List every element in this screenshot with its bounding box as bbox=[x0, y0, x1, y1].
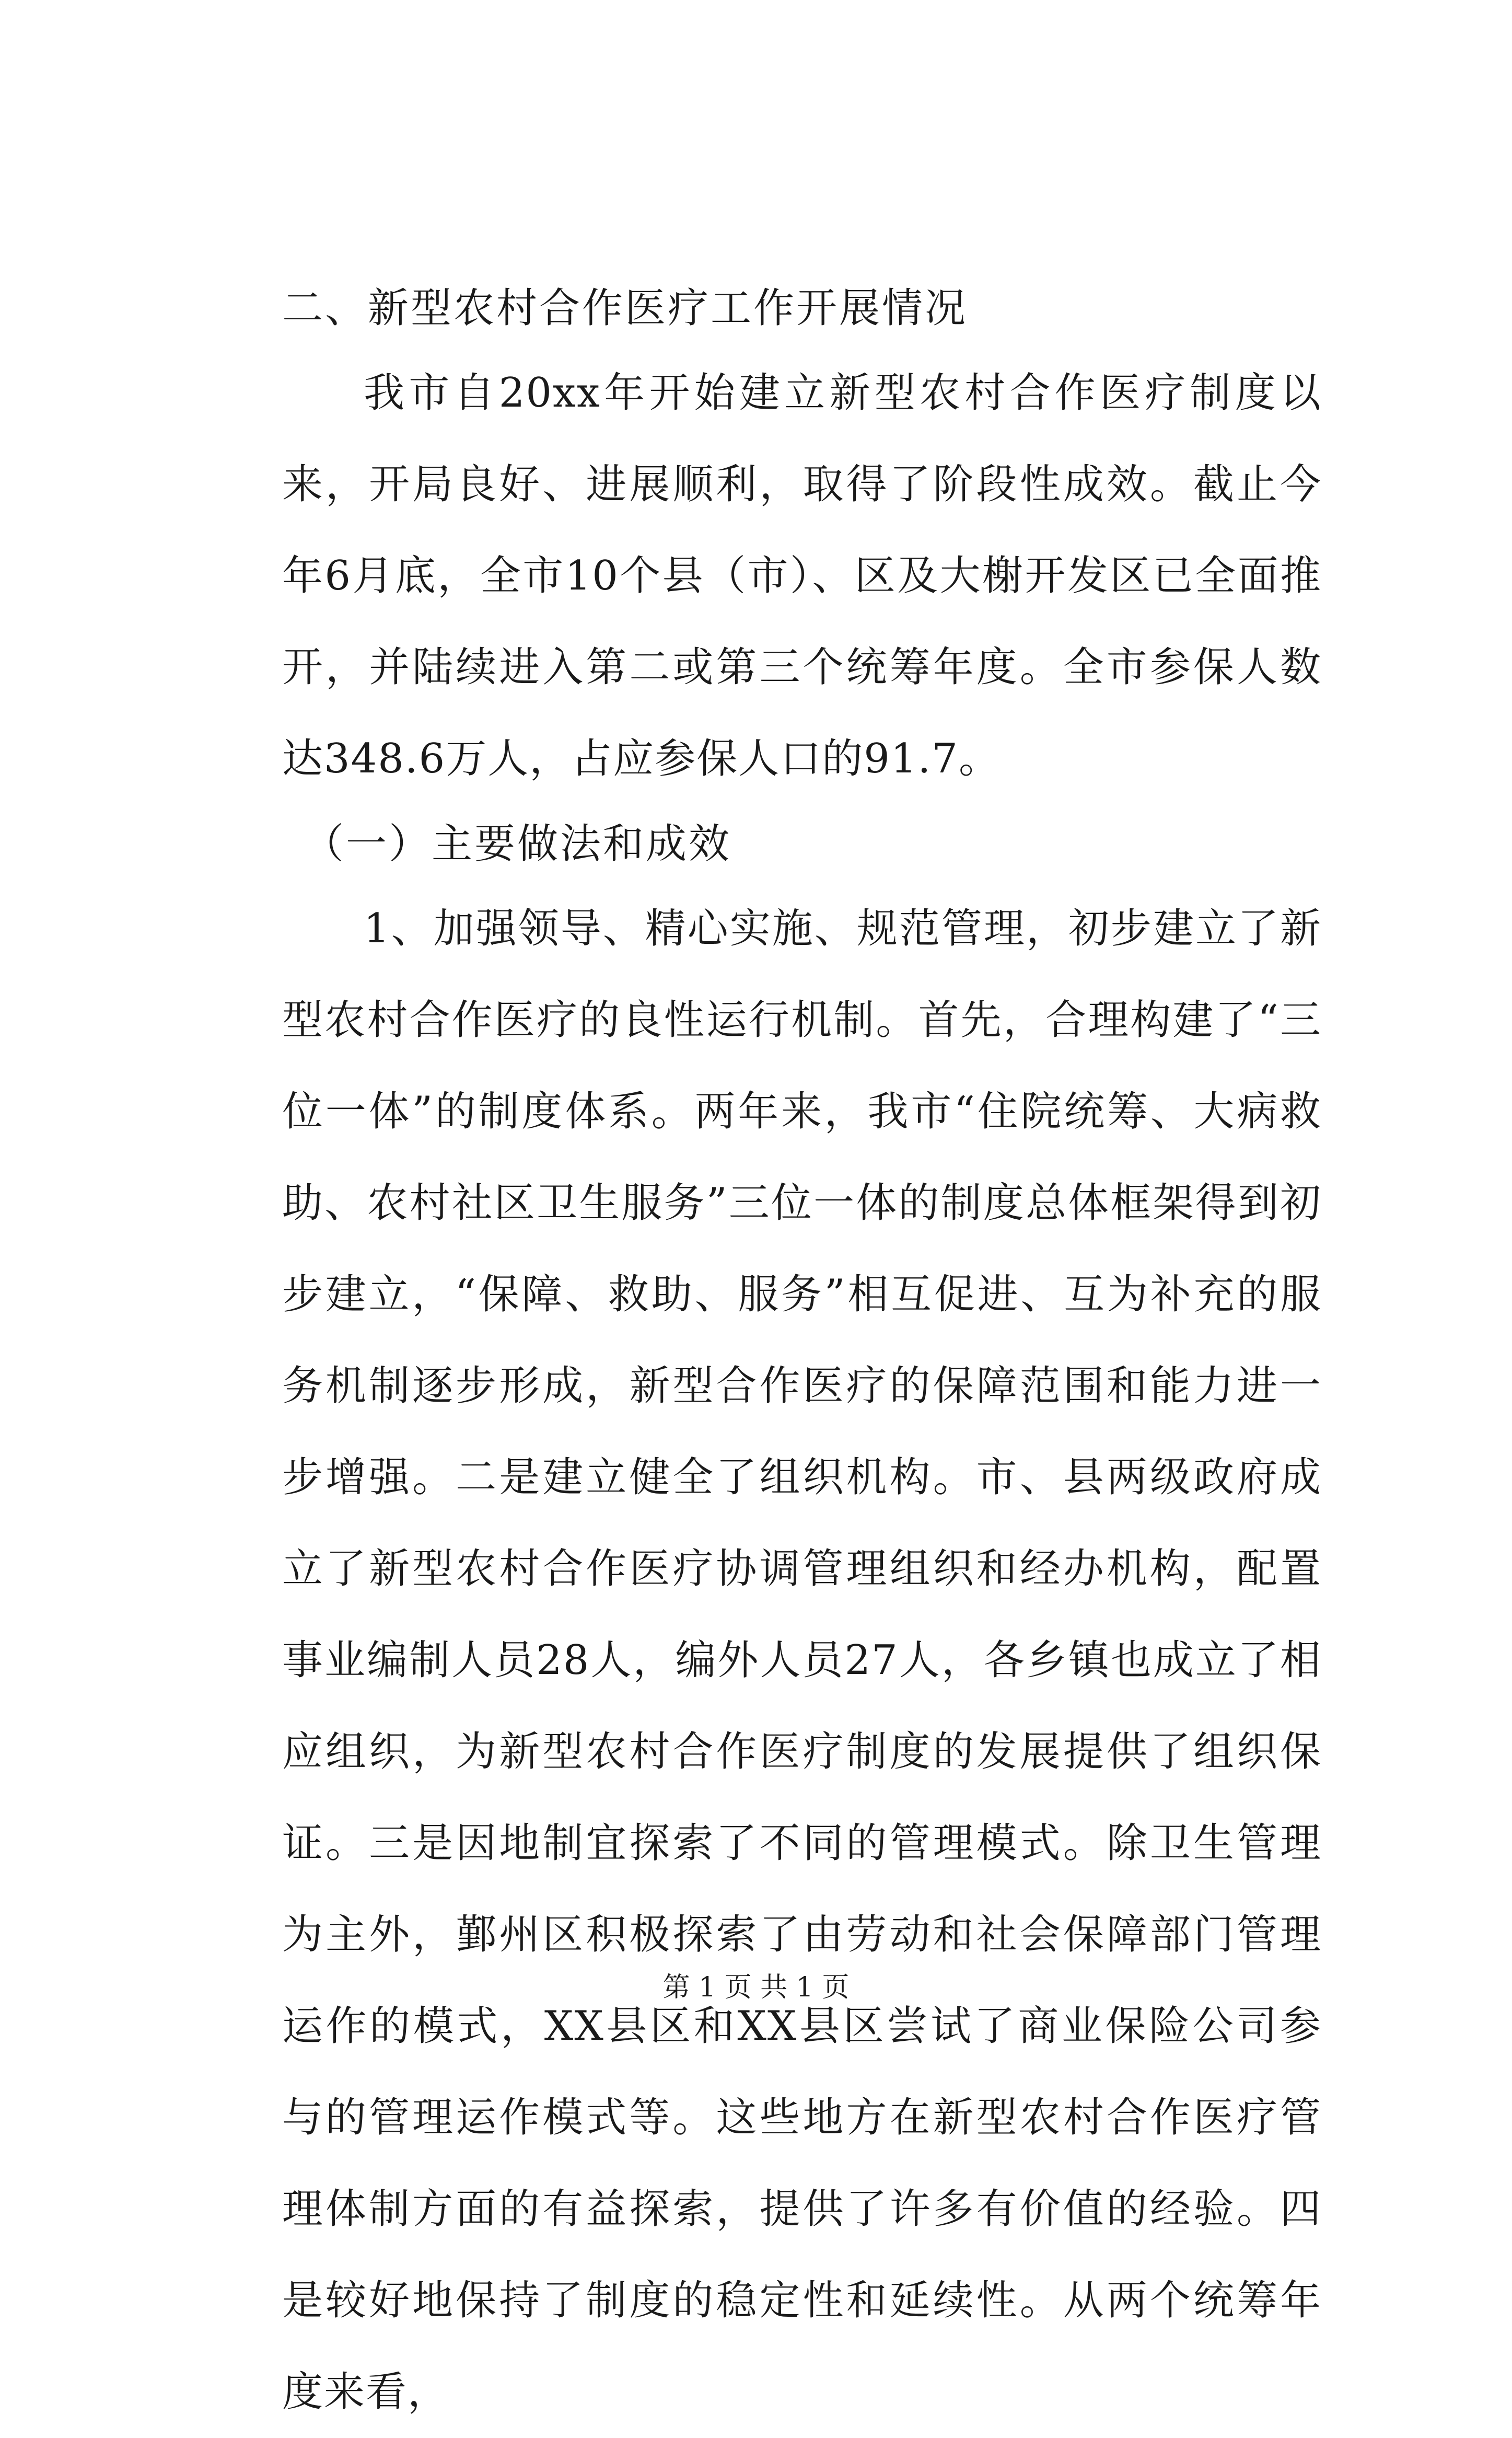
body-paragraph: 1、加强领导、精心实施、规范管理，初步建立了新型农村合作医疗的良性运行机制。首先，合理构建了“三位一体”的制度体系。两年来，我市“住院统筹、大病救助、农村社区卫生服务”三位一体的制度总体框架得到初步建立，“保障、救助、服务”相互促进、互为补充的服务机制逐步形成，新型合作医疗的保障范围和能力进一步增强。二是建立健全了组织机构。市、县两级政府成立了新型农村合作医疗协调管理组织和经办机构，配置事业编制人员28人，编外人员27人，各乡镇也成立了相应组织，为新型农村合作医疗制度的发展提供了组织保证。三是因地制宜探索了不同的管理模式。除卫生管理为主外，鄞州区积极探索了由劳动和社会保障部门管理运作的模式，XX县区和XX县区尝试了商业保险公司参与的管理运作模式等。这些地方在新型农村合作医疗管理体制方面的有益探索，提供了许多有价值的经验。四是较好地保持了制度的稳定性和延续性。从两个统筹年度来看， bbox=[282, 905, 1322, 2416]
page-footer: 第 1 页 共 1 页 bbox=[662, 1972, 850, 2003]
subsection-heading: （一）主要做法和成效 bbox=[303, 821, 732, 868]
document-body bbox=[282, 269, 1322, 2438]
section-heading: 二、新型农村合作医疗工作开展情况 bbox=[282, 285, 968, 332]
intro-paragraph: 我市自20xx年开始建立新型农村合作医疗制度以来，开局良好、进展顺利，取得了阶段性成效。截止今年6月底，全市10个县（市）、区及大榭开发区已全面推开，并陆续进入第二或第三个统筹年度。全市参保人数达348.6万人，占应参保人口的91.7。 bbox=[282, 369, 1322, 782]
